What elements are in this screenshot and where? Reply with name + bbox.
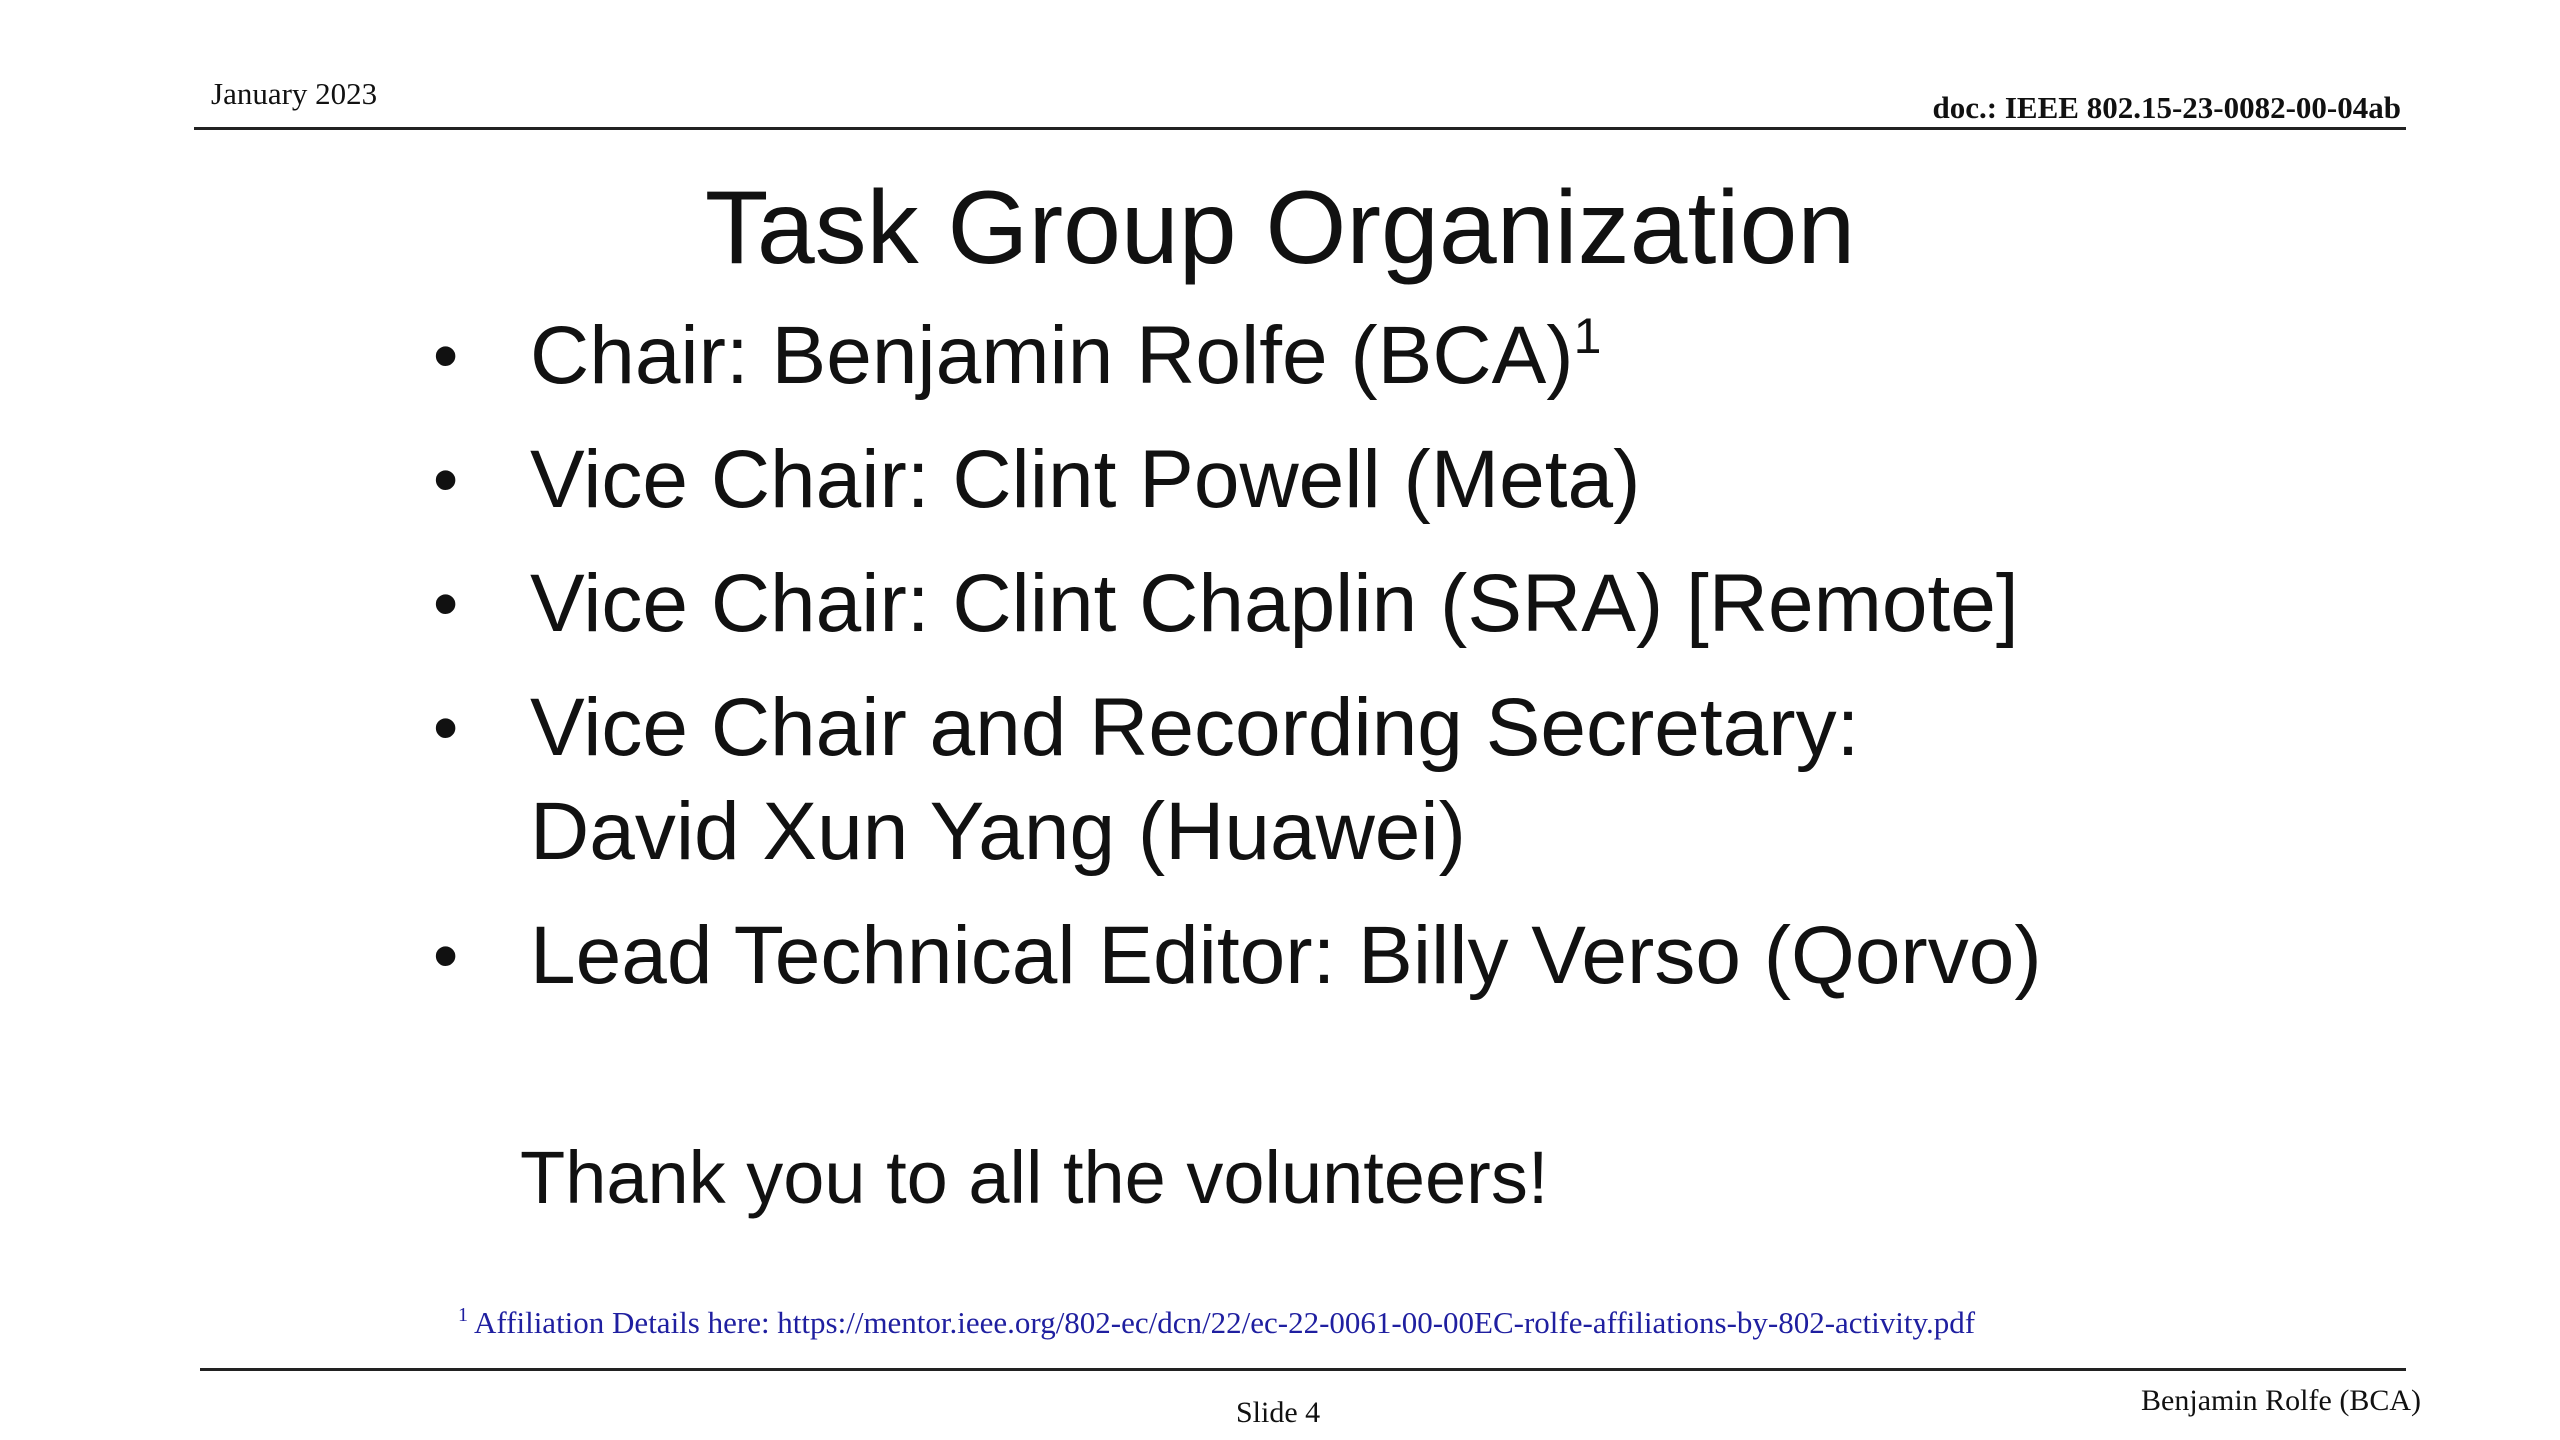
slide-number: Slide 4 — [1236, 1396, 1321, 1429]
bullet-item-chair — [425, 304, 2225, 408]
footnote-link[interactable]: Affiliation Details here: https://mentor.ieee.org/802-ec/dcn/22/ec-22-0061-00-00EC-rolfe-affiliations-by-802-activity.pdf — [474, 1305, 1976, 1340]
header-date: January 2023 — [211, 76, 378, 111]
slide-title: Task Group Organization — [704, 170, 1856, 286]
bullet-text: Lead Technical Editor: Billy Verso (Qorvo) — [530, 910, 2042, 1001]
bullet-item-vice-chair-powell — [425, 428, 2225, 532]
bullet-text-line-1: Vice Chair and Recording Secretary: — [530, 682, 1860, 773]
bullet-item-technical-editor — [425, 904, 2225, 1008]
bullet-marker: • — [433, 916, 459, 996]
bullet-text: Vice Chair: Clint Chaplin (SRA) [Remote] — [530, 558, 2019, 649]
header-divider — [194, 127, 2406, 130]
footnote-reference: 1 — [1573, 308, 1602, 364]
bullet-marker: • — [433, 316, 459, 396]
thanks-message: Thank you to all the volunteers! — [520, 1136, 1549, 1219]
bullet-marker: • — [433, 688, 459, 768]
bullet-item-vice-chair-chaplin — [425, 552, 2225, 656]
bullet-marker: • — [433, 564, 459, 644]
footnote-marker: 1 — [458, 1304, 468, 1326]
footer-divider — [200, 1368, 2406, 1371]
bullet-text-chair: Chair: Benjamin Rolfe (BCA) — [530, 310, 1574, 401]
bullet-item-recording-secretary — [425, 676, 2225, 884]
document-id: doc.: IEEE 802.15-23-0082-00-04ab — [1932, 90, 2401, 125]
footer-author: Benjamin Rolfe (BCA) — [2141, 1384, 2421, 1417]
bullet-text: Vice Chair: Clint Powell (Meta) — [530, 434, 1641, 525]
bullet-marker: • — [433, 440, 459, 520]
bullet-text-line-2: David Xun Yang (Huawei) — [530, 786, 1466, 877]
bullet-text — [530, 304, 2225, 408]
bullet-list — [425, 304, 2225, 1028]
footnote — [458, 1305, 1975, 1341]
